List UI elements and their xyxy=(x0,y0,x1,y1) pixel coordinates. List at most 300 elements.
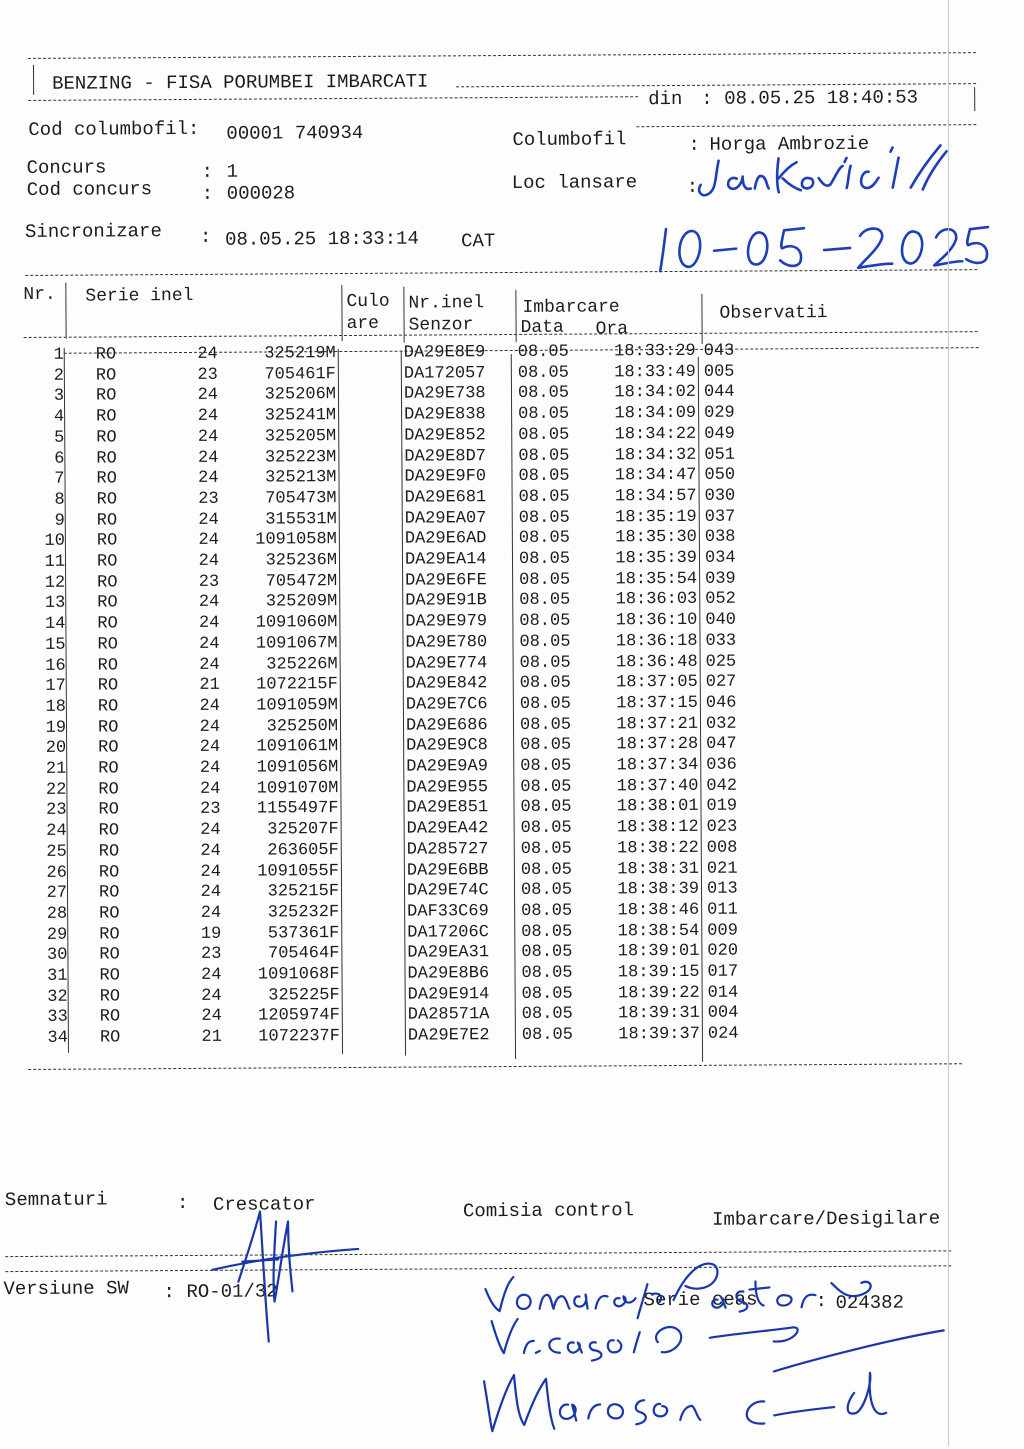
row-year: 24 xyxy=(198,551,220,571)
row-year: 23 xyxy=(198,572,220,592)
row-year: 24 xyxy=(198,593,220,613)
row-serie: 1091070M xyxy=(256,778,339,799)
row-ora: 18:34:32 xyxy=(614,445,697,465)
row-serie: 263605F xyxy=(267,840,339,861)
row-nr: 30 xyxy=(46,946,68,966)
row-senzor: DA29E852 xyxy=(404,425,486,446)
row-data: 08.05 xyxy=(519,611,571,632)
row-year: 24 xyxy=(201,1007,222,1027)
row-country: RO xyxy=(98,759,119,779)
serie-ceas-value: 024382 xyxy=(835,1291,905,1315)
row-country: RO xyxy=(97,614,118,634)
row-nr: 8 xyxy=(54,490,65,510)
row-nr: 10 xyxy=(44,532,65,552)
row-serie: 1072215F xyxy=(256,675,338,695)
row-country: RO xyxy=(95,345,117,365)
row-serie: 1091068F xyxy=(257,965,340,985)
row-country: RO xyxy=(99,924,120,945)
row-senzor: DAF33C69 xyxy=(407,902,489,922)
row-senzor: DA29E8D7 xyxy=(404,446,487,467)
row-country: RO xyxy=(98,800,119,820)
row-nr: 25 xyxy=(46,842,67,862)
row-obs: 027 xyxy=(705,672,737,693)
row-nr: 22 xyxy=(45,780,67,800)
row-data: 08.05 xyxy=(521,984,573,1004)
header-bottom-rule xyxy=(636,124,976,127)
row-data: 08.05 xyxy=(520,798,572,818)
row-ora: 18:39:37 xyxy=(618,1024,700,1045)
col-header-imbarcare: Imbarcare xyxy=(522,297,620,318)
header-top-rule xyxy=(28,52,976,59)
row-ora: 18:37:05 xyxy=(616,673,698,693)
crescator-signature xyxy=(208,1191,369,1362)
row-obs: 039 xyxy=(705,569,736,589)
row-senzor: DA29E914 xyxy=(407,984,490,1005)
row-nr: 23 xyxy=(46,801,67,821)
row-obs: 024 xyxy=(707,1024,739,1044)
row-serie: 325206M xyxy=(264,385,337,405)
row-nr: 26 xyxy=(46,863,67,883)
row-senzor: DA29E8B6 xyxy=(407,964,490,984)
col-sep-senzor xyxy=(515,290,516,342)
row-serie: 1091060M xyxy=(255,613,338,633)
table-bottom-rule xyxy=(28,1063,962,1070)
row-obs: 032 xyxy=(705,714,737,734)
row-senzor: DA29E681 xyxy=(404,488,487,508)
row-obs: 046 xyxy=(705,693,737,713)
row-serie: 325250M xyxy=(266,716,339,737)
row-ora: 18:39:15 xyxy=(617,962,700,983)
row-data: 08.05 xyxy=(518,487,570,507)
col-header-nr: Nr. xyxy=(23,284,56,305)
row-nr: 2 xyxy=(53,366,64,386)
row-obs: 037 xyxy=(704,507,736,527)
row-nr: 14 xyxy=(44,614,66,634)
row-data: 08.05 xyxy=(518,508,570,528)
row-data: 08.05 xyxy=(520,777,572,797)
concurs-value: 1 xyxy=(226,160,239,183)
row-year: 24 xyxy=(197,386,219,406)
row-obs: 038 xyxy=(704,527,736,548)
row-obs: 009 xyxy=(707,921,738,941)
row-year: 24 xyxy=(199,758,221,778)
cod-concurs-colon: : xyxy=(201,182,214,205)
row-senzor: DA29E774 xyxy=(405,653,488,674)
row-year: 24 xyxy=(197,448,219,468)
row-country: RO xyxy=(99,1028,121,1048)
sincronizare-colon: : xyxy=(199,225,212,248)
row-senzor: DA285727 xyxy=(406,839,489,860)
row-serie: 1091055F xyxy=(257,861,339,882)
row-year: 24 xyxy=(201,965,222,985)
row-country: RO xyxy=(98,821,120,841)
row-senzor: DA29E738 xyxy=(403,384,486,405)
row-data: 08.05 xyxy=(521,1005,573,1025)
col-header-ora: Ora xyxy=(595,319,629,340)
row-senzor: DA29E6BB xyxy=(406,860,489,881)
row-ora: 18:35:19 xyxy=(615,507,697,527)
row-year: 24 xyxy=(201,986,222,1006)
din-value: 08.05.25 18:40:53 xyxy=(724,86,919,110)
col-header-serie: Serie inel xyxy=(85,285,194,307)
row-senzor: DA29E780 xyxy=(405,632,488,653)
col-sep-culoare xyxy=(403,287,404,343)
row-data: 08.05 xyxy=(517,342,569,362)
row-country: RO xyxy=(96,531,118,551)
row-obs: 050 xyxy=(704,465,736,486)
row-nr: 29 xyxy=(46,925,68,945)
row-ora: 18:34:09 xyxy=(614,403,697,424)
row-country: RO xyxy=(97,697,119,717)
row-year: 24 xyxy=(199,696,220,716)
row-year: 24 xyxy=(198,468,219,489)
row-ora: 18:37:21 xyxy=(616,714,699,734)
row-senzor: DA29E838 xyxy=(404,405,486,425)
row-nr: 20 xyxy=(45,739,67,759)
row-country: RO xyxy=(95,386,117,406)
row-country: RO xyxy=(96,428,117,448)
row-serie: 705472M xyxy=(265,571,338,592)
row-nr: 18 xyxy=(45,697,66,717)
row-ora: 18:37:28 xyxy=(616,735,699,755)
row-serie: 325219M xyxy=(264,344,336,364)
col-header-observatii: Observatii xyxy=(719,303,828,324)
row-country: RO xyxy=(99,987,121,1007)
header-right-bar xyxy=(974,87,975,111)
row-ora: 18:38:46 xyxy=(617,900,700,921)
row-country: RO xyxy=(99,945,120,965)
row-senzor: DA29E7C6 xyxy=(405,695,488,715)
row-data: 08.05 xyxy=(520,839,572,859)
row-serie: 1155497F xyxy=(256,799,339,819)
row-ora: 18:36:10 xyxy=(615,610,698,631)
row-senzor: DA29E6FE xyxy=(405,570,487,591)
row-ora: 18:34:47 xyxy=(614,466,697,486)
row-serie: 315531M xyxy=(265,509,337,530)
row-obs: 005 xyxy=(703,362,735,382)
din-colon: : xyxy=(701,87,713,110)
cod-concurs-value: 000028 xyxy=(226,182,296,205)
row-obs: 043 xyxy=(703,341,735,361)
row-data: 08.05 xyxy=(521,901,573,921)
row-country: RO xyxy=(96,407,117,427)
row-data: 08.05 xyxy=(519,632,571,652)
row-serie: 325226M xyxy=(266,654,338,675)
row-serie: 1091056M xyxy=(256,758,339,778)
row-year: 24 xyxy=(197,427,219,447)
row-data: 08.05 xyxy=(519,673,571,694)
row-year: 24 xyxy=(200,862,221,882)
col-header-data: Data xyxy=(520,317,564,338)
row-nr: 27 xyxy=(46,883,68,904)
row-data: 08.05 xyxy=(521,1025,573,1046)
row-ora: 18:36:18 xyxy=(615,631,698,652)
row-serie: 705464F xyxy=(267,944,340,964)
row-nr: 32 xyxy=(47,987,68,1007)
row-senzor: DA29E6AD xyxy=(404,529,487,549)
row-serie: 325225F xyxy=(268,985,340,1006)
row-obs: 008 xyxy=(706,838,738,858)
serie-ceas-label: Serie ceas xyxy=(643,1288,758,1312)
semnaturi-label: Semnaturi xyxy=(4,1188,108,1212)
row-senzor: DA29EA31 xyxy=(407,943,490,963)
row-serie: 1072237F xyxy=(258,1027,340,1047)
cod-columbofil-value: 00001 740934 xyxy=(226,121,364,145)
row-obs: 014 xyxy=(707,983,739,1003)
header-left-bar xyxy=(33,65,34,95)
loc-lansare-colon: : xyxy=(686,175,699,198)
row-data: 08.05 xyxy=(518,549,571,569)
row-senzor: DA172057 xyxy=(403,363,486,384)
col-sep-nr xyxy=(65,283,66,339)
row-country: RO xyxy=(95,366,117,386)
row-ora: 18:34:22 xyxy=(614,424,697,445)
row-country: RO xyxy=(97,717,119,738)
row-nr: 17 xyxy=(45,676,66,697)
row-senzor: DA28571A xyxy=(407,1005,490,1026)
row-obs: 017 xyxy=(707,962,739,982)
row-year: 19 xyxy=(200,924,222,944)
row-year: 23 xyxy=(198,489,219,509)
row-ora: 18:38:31 xyxy=(617,859,699,879)
row-year: 24 xyxy=(197,406,219,427)
cod-columbofil-label: Cod columbofil: xyxy=(28,117,200,141)
row-serie: 1091058M xyxy=(255,530,337,550)
row-senzor: DA29E8E9 xyxy=(403,343,486,363)
table-row xyxy=(2,1025,762,1051)
row-nr: 1 xyxy=(53,345,64,365)
row-nr: 6 xyxy=(54,449,65,469)
row-country: RO xyxy=(98,738,119,758)
row-nr: 33 xyxy=(47,1008,68,1028)
loc-lansare-label: Loc lansare xyxy=(511,171,638,194)
row-year: 24 xyxy=(199,634,220,654)
row-data: 08.05 xyxy=(521,942,573,963)
row-data: 08.05 xyxy=(521,922,573,942)
row-serie: 1091061M xyxy=(256,737,339,757)
cod-concurs-label: Cod concurs xyxy=(26,178,153,201)
col-header-culoare: Culo xyxy=(346,291,390,313)
row-data: 08.05 xyxy=(517,363,569,383)
row-country: RO xyxy=(98,883,120,903)
din-label: din xyxy=(648,87,683,111)
row-ora: 18:37:15 xyxy=(616,693,698,714)
row-senzor: DA29E74C xyxy=(406,881,489,901)
row-senzor: DA29EA42 xyxy=(406,819,489,839)
row-ora: 18:39:01 xyxy=(617,942,700,962)
row-obs: 019 xyxy=(706,797,738,817)
row-serie: 325215F xyxy=(267,882,340,902)
row-senzor: DA29E9A9 xyxy=(406,757,488,777)
row-serie: 325223M xyxy=(264,447,337,468)
row-senzor: DA29E979 xyxy=(405,612,488,632)
col-header-senzor: Nr.inel xyxy=(408,293,485,314)
row-data: 08.05 xyxy=(517,384,570,404)
row-country: RO xyxy=(96,448,117,469)
row-senzor: DA29E851 xyxy=(406,798,489,819)
row-obs: 011 xyxy=(707,900,738,920)
row-data: 08.05 xyxy=(519,570,571,590)
row-serie: 325236M xyxy=(265,551,338,571)
columbofil-colon: : xyxy=(688,133,700,156)
row-ora: 18:37:40 xyxy=(616,776,699,797)
row-obs: 047 xyxy=(706,734,737,755)
row-serie: 325205M xyxy=(264,426,337,447)
row-serie: 1205974F xyxy=(258,1006,340,1026)
row-country: RO xyxy=(99,1007,121,1027)
row-country: RO xyxy=(96,511,118,531)
versiune-sw-label: Versiune SW xyxy=(3,1277,129,1301)
row-ora: 18:39:22 xyxy=(617,983,700,1004)
row-year: 24 xyxy=(199,779,221,799)
row-senzor: DA29E9C8 xyxy=(406,736,488,756)
row-data: 08.05 xyxy=(519,694,571,714)
sincronizare-zone: CAT xyxy=(460,230,496,253)
row-data: 08.05 xyxy=(518,404,570,425)
row-ora: 18:38:01 xyxy=(616,797,699,817)
row-obs: 042 xyxy=(706,776,738,796)
comisia-control-label: Comisia control xyxy=(462,1199,635,1223)
row-nr: 24 xyxy=(46,821,67,841)
row-year: 24 xyxy=(199,717,221,737)
row-obs: 044 xyxy=(703,383,735,403)
sincronizare-value: 08.05.25 18:33:14 xyxy=(224,227,419,251)
row-country: RO xyxy=(99,966,121,986)
row-senzor: DA29E91B xyxy=(405,591,487,612)
row-data: 08.05 xyxy=(518,528,570,549)
row-senzor: DA29EA07 xyxy=(404,508,487,529)
row-senzor: DA17206C xyxy=(407,922,489,943)
row-nr: 5 xyxy=(53,428,65,448)
row-nr: 19 xyxy=(45,718,67,738)
row-year: 21 xyxy=(201,1027,222,1047)
row-nr: 31 xyxy=(47,966,68,986)
row-ora: 18:35:30 xyxy=(615,528,697,548)
columbofil-label: Columbofil xyxy=(512,128,627,151)
row-year: 24 xyxy=(200,903,222,923)
row-serie: 325209M xyxy=(265,592,338,612)
header-mid-rule xyxy=(28,96,638,101)
row-data: 08.05 xyxy=(520,860,572,880)
row-nr: 9 xyxy=(54,511,65,531)
row-country: RO xyxy=(97,635,118,655)
row-senzor: DA29E686 xyxy=(405,715,488,736)
row-data: 08.05 xyxy=(520,756,572,776)
row-country: RO xyxy=(98,862,120,883)
row-ora: 18:34:02 xyxy=(614,383,697,403)
page-edge xyxy=(948,0,949,1446)
row-nr: 3 xyxy=(53,387,65,407)
row-country: RO xyxy=(97,573,118,593)
row-data: 08.05 xyxy=(520,818,572,839)
row-year: 23 xyxy=(200,945,222,965)
row-nr: 7 xyxy=(54,469,65,489)
row-obs: 029 xyxy=(704,403,735,423)
row-nr: 21 xyxy=(45,759,67,779)
row-obs: 025 xyxy=(705,652,737,672)
row-ora: 18:38:54 xyxy=(617,921,700,941)
row-obs: 020 xyxy=(707,941,739,962)
row-ora: 18:33:29 xyxy=(614,341,696,362)
row-year: 23 xyxy=(197,365,218,385)
row-country: RO xyxy=(96,469,117,489)
row-data: 08.05 xyxy=(521,963,573,983)
row-data: 08.05 xyxy=(520,880,573,901)
row-year: 24 xyxy=(200,841,221,861)
row-country: RO xyxy=(96,552,118,572)
row-year: 24 xyxy=(198,510,219,530)
row-obs: 030 xyxy=(704,486,736,506)
row-obs: 021 xyxy=(706,859,738,879)
row-nr: 15 xyxy=(45,635,66,655)
row-serie: 325213M xyxy=(265,468,337,488)
row-year: 24 xyxy=(198,531,219,551)
row-ora: 18:39:31 xyxy=(618,1004,700,1024)
row-ora: 18:37:34 xyxy=(616,755,699,776)
row-ora: 18:33:49 xyxy=(614,362,696,383)
col-sep-serie xyxy=(341,285,342,341)
row-obs: 049 xyxy=(704,424,735,444)
row-obs: 013 xyxy=(706,879,738,899)
row-data: 08.05 xyxy=(520,735,572,756)
imbarcare-desigilare-label: Imbarcare/Desigilare xyxy=(711,1207,941,1231)
concurs-label: Concurs xyxy=(26,156,107,179)
row-country: RO xyxy=(99,904,120,924)
row-serie: 1091059M xyxy=(256,695,338,716)
row-obs: 004 xyxy=(707,1004,739,1024)
row-ora: 18:36:03 xyxy=(615,590,698,610)
row-ora: 18:34:57 xyxy=(614,486,697,507)
row-obs: 051 xyxy=(704,445,736,465)
row-obs: 033 xyxy=(705,631,737,651)
columbofil-value: Horga Ambrozie xyxy=(709,132,870,156)
row-nr: 34 xyxy=(47,1028,68,1048)
row-country: RO xyxy=(97,655,119,676)
row-nr: 13 xyxy=(44,594,66,614)
row-obs: 023 xyxy=(706,817,738,837)
row-data: 08.05 xyxy=(519,653,571,673)
col-sep-ora xyxy=(701,294,702,344)
row-serie: 325241M xyxy=(264,406,337,426)
row-ora: 18:38:39 xyxy=(617,880,700,900)
row-obs: 052 xyxy=(705,590,736,610)
row-year: 24 xyxy=(197,344,218,364)
row-obs: 034 xyxy=(704,548,736,568)
row-country: RO xyxy=(98,842,120,862)
serie-ceas-colon: : xyxy=(815,1290,828,1313)
row-country: RO xyxy=(97,676,119,696)
crescator-label: Crescator xyxy=(212,1193,316,1216)
row-data: 08.05 xyxy=(519,715,572,735)
row-senzor: DA29EA14 xyxy=(404,550,487,570)
versiune-sw-value: RO-01/32 xyxy=(186,1280,278,1303)
row-data: 08.05 xyxy=(519,591,571,611)
document-title: BENZING - FISA PORUMBEI IMBARCATI xyxy=(52,70,429,95)
row-nr: 11 xyxy=(44,552,66,572)
row-nr: 28 xyxy=(46,904,68,924)
row-senzor: DA29E955 xyxy=(406,777,489,798)
row-year: 24 xyxy=(198,613,220,634)
versiune-colon: : xyxy=(163,1281,175,1304)
row-year: 23 xyxy=(200,800,221,820)
row-obs: 040 xyxy=(705,610,737,630)
row-year: 21 xyxy=(199,675,220,696)
row-ora: 18:38:12 xyxy=(616,817,699,838)
row-serie: 325207F xyxy=(267,820,339,840)
row-nr: 4 xyxy=(53,407,65,427)
row-year: 24 xyxy=(199,738,221,758)
row-year: 24 xyxy=(200,882,222,903)
